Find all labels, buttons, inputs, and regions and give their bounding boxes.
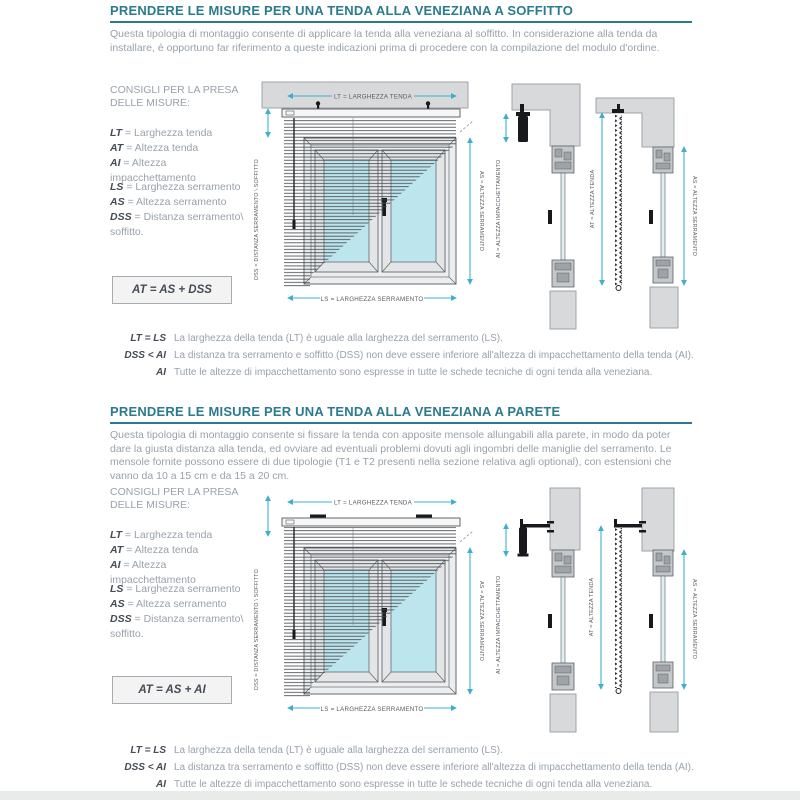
legend-desc: = Distanza serramento\ soffitto. [110, 613, 244, 640]
at-dimension-arrow [590, 113, 602, 285]
mounting-bracket [310, 515, 326, 519]
legend-tenda [110, 528, 248, 588]
legend-abbr: LS [110, 181, 124, 193]
legend-abbr: AI [110, 157, 121, 169]
window-profile [548, 146, 574, 287]
dss-dimension-arrow [254, 109, 268, 280]
section-title: PRENDERE LE MISURE PER UNA TENDA ALLA VENEZIANA A PARETE [110, 404, 561, 419]
legend-abbr: LT [110, 529, 123, 541]
note-label: AI [156, 367, 166, 378]
legend-row [110, 543, 248, 558]
legend-row [110, 195, 248, 210]
legend-desc: = Larghezza tenda [124, 127, 213, 139]
advice-heading: CONSIGLI PER LA PRESA DELLE MISURE: [110, 486, 238, 511]
ai-dimension-arrow [496, 114, 506, 258]
lt-dim-label: LT = LARGHEZZA TENDA [333, 93, 413, 101]
section-title: PRENDERE LE MISURE PER UNA TENDA ALLA VENEZIANA A SOFFITTO [110, 3, 574, 18]
ai-dimension-arrow [496, 524, 506, 674]
title-underline [110, 422, 692, 424]
headrail [282, 109, 460, 117]
wall-slab [650, 692, 678, 732]
wall-slab [550, 291, 576, 329]
note-label: LT = LS [130, 745, 166, 756]
window-handle [548, 614, 552, 628]
side-view-ai-diagram [492, 80, 582, 330]
as-dim-label: AS = ALTEZZA SERRAMENTO [478, 170, 484, 252]
ls-dimension-arrow [288, 293, 456, 304]
note-label: LT = LS [130, 333, 166, 344]
mounting-bracket [416, 515, 432, 519]
legend-desc: = Altezza tenda [126, 544, 199, 556]
note-text: La larghezza della tenda (LT) è uguale alla larghezza del serramento (LS). [174, 333, 503, 344]
legend-abbr: DSS [110, 211, 132, 223]
legend-abbr: AS [110, 598, 125, 610]
note-label: DSS < AI [124, 762, 166, 773]
legend-row [110, 126, 248, 141]
at-dimension-arrow [589, 526, 601, 689]
wall-slab [550, 694, 576, 732]
advice-heading: CONSIGLI PER LA PRESA DELLE MISURE: [110, 84, 238, 109]
wall-slab [550, 488, 580, 550]
ai-dim-label: AI = ALTEZZA IMPACCHETTAMENTO [496, 575, 502, 674]
legend-row [110, 141, 248, 156]
note-text: Tutte le altezze di impacchettamento sono espresse in tutte le schede tecniche di ogni tenda alla veneziana. [174, 367, 653, 378]
title-underline [110, 21, 692, 23]
as-dimension-arrow [470, 138, 484, 284]
headrail [282, 518, 460, 526]
legend-row [110, 612, 248, 642]
legend-row [110, 582, 248, 597]
as-dimension-arrow [684, 550, 697, 689]
legend-abbr: AT [110, 142, 124, 154]
note-row [98, 350, 698, 364]
wall-slab [650, 287, 678, 328]
lt-dimension-arrow [288, 496, 456, 507]
legend-tenda [110, 126, 248, 186]
legend-serramento [110, 582, 248, 642]
side-view-ai-diagram [492, 484, 582, 734]
side-view-at-as-diagram [590, 80, 698, 330]
window-profile [548, 550, 574, 690]
legend-abbr: LS [110, 583, 124, 595]
legend-abbr: LT [110, 127, 123, 139]
legend-desc: = Larghezza serramento [126, 181, 241, 193]
at-dim-label: AT = ALTEZZA TENDA [590, 169, 596, 229]
dss-dimension-arrow [254, 496, 268, 690]
ls-dimension-arrow [288, 703, 456, 714]
legend-abbr: DSS [110, 613, 132, 625]
lt-dim-label: LT = LARGHEZZA TENDA [333, 499, 413, 507]
leader-line [460, 121, 473, 132]
legend-desc: = Larghezza serramento [126, 583, 241, 595]
legend-desc: = Altezza tenda [126, 142, 199, 154]
legend-abbr: AS [110, 196, 125, 208]
as-dimension-arrow [470, 548, 484, 694]
note-text: La larghezza della tenda (LT) è uguale alla larghezza del serramento (LS). [174, 745, 503, 756]
legend-serramento [110, 180, 248, 240]
front-view-diagram [248, 80, 482, 328]
dss-dim-label: DSS = DISTANZA SERRAMENTO \ SOFFITTO [254, 569, 260, 690]
window-handle [548, 210, 552, 224]
window-handle [649, 614, 653, 628]
note-text: La distanza tra serramento e soffitto (DSS) non deve essere inferiore all'altezza di impacchettamento della tenda (AI). [174, 762, 694, 773]
legend-desc: = Altezza serramento [127, 598, 227, 610]
window-profile [649, 147, 673, 283]
legend-abbr: AI [110, 559, 121, 571]
dss-dim-label: DSS = DISTANZA SERRAMENTO \ SOFFITTO [254, 159, 260, 280]
as-dimension-arrow [684, 147, 697, 285]
legend-desc: = Altezza serramento [127, 196, 227, 208]
ai-dim-label: AI = ALTEZZA IMPACCHETTAMENTO [496, 159, 502, 258]
legend-row [110, 210, 248, 240]
ls-dim-label: LS = LARGHEZZA SERRAMENTO [320, 296, 424, 303]
intro-text: Questa tipologia di montaggio consente si fissare la tenda con apposite mensole allungabili alla parete, in modo da poter dare la giusta distanza alla tenda, ed ovviare ad eventuali problemi dovuti agli ingombri delle maniglie del serramento. Le mensole fornite possono essere di due tipologie (T1 e T2 presenti nella sezione relativa agli optional), con estensioni che vanno da 10 a 15 cm e da 15 a 20 cm. [110, 429, 672, 482]
bottom-strip [0, 791, 800, 800]
as-dim-label: AS = ALTEZZA SERRAMENTO [478, 580, 484, 662]
note-label: DSS < AI [124, 350, 166, 361]
formula-box: AT = AS + DSS [112, 276, 232, 304]
packed-blind [518, 528, 529, 557]
note-row [98, 762, 698, 776]
side-view-at-as-diagram [590, 484, 698, 734]
ls-dim-label: LS = LARGHEZZA SERRAMENTO [320, 706, 424, 713]
legend-desc: = Distanza serramento\ soffitto. [110, 211, 244, 238]
window-profile [649, 550, 673, 688]
legend-abbr: AT [110, 544, 124, 556]
window-handle [649, 210, 653, 224]
leader-line [460, 531, 473, 542]
legend-desc: = Altezza impacchettamento [110, 559, 196, 586]
note-text: Tutte le altezze di impacchettamento sono espresse in tutte le schede tecniche di ogni tenda alla veneziana. [174, 779, 653, 790]
legend-desc: = Altezza impacchettamento [110, 157, 196, 184]
note-row [98, 333, 698, 347]
as-dim-label: AS = ALTEZZA SERRAMENTO [691, 175, 697, 257]
at-dim-label: AT = ALTEZZA TENDA [589, 577, 595, 637]
as-dim-label: AS = ALTEZZA SERRAMENTO [691, 578, 697, 660]
intro-text: Questa tipologia di montaggio consente di applicare la tenda alla veneziana al soffitto. In considerazione alla tenda da installare, è opportuno far riferimento a queste indicazioni prima di procedere con la compilazione del modulo d'ordine. [110, 28, 660, 54]
note-row [98, 745, 698, 759]
wall-slab [642, 488, 674, 551]
note-label: AI [156, 779, 166, 790]
legend-row [110, 180, 248, 195]
ceiling-slab [596, 98, 674, 147]
note-row [98, 367, 698, 381]
note-text: La distanza tra serramento e soffitto (DSS) non deve essere inferiore all'altezza di impacchettamento della tenda (AI). [174, 350, 694, 361]
chain-profile [612, 104, 624, 291]
legend-desc: = Larghezza tenda [124, 529, 213, 541]
chain-profile [615, 528, 622, 694]
front-view-diagram [248, 490, 482, 738]
legend-row [110, 597, 248, 612]
legend-row [110, 528, 248, 543]
formula-box: AT = AS + AI [112, 676, 232, 704]
